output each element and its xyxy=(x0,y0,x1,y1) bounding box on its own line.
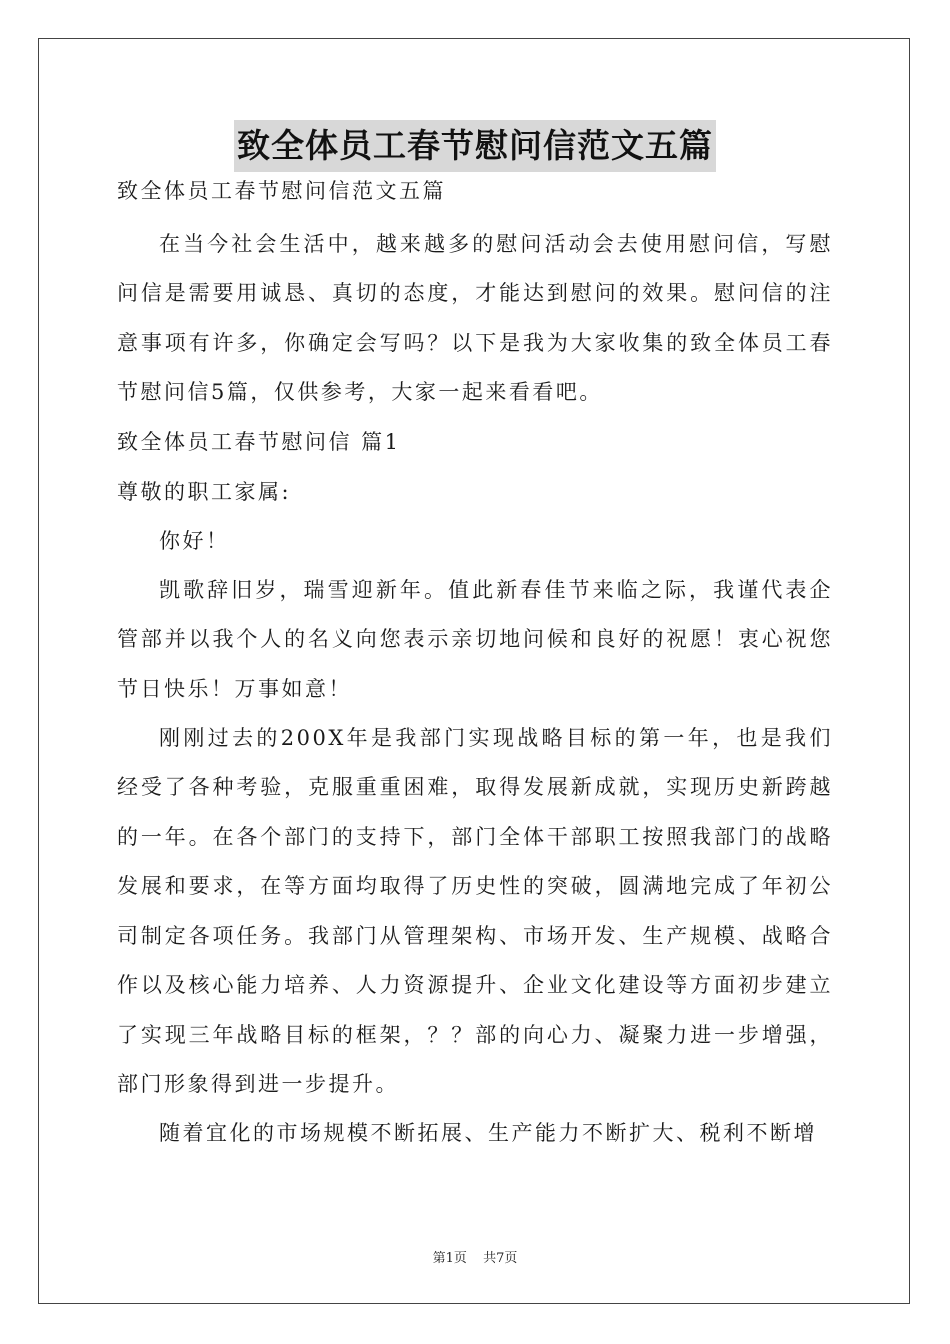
page-number: 第1页 xyxy=(432,1251,467,1266)
section-heading: 致全体员工春节慰问信 篇1 xyxy=(117,430,401,454)
page-total: 共7页 xyxy=(483,1251,518,1266)
body-paragraph: 凯歌辞旧岁，瑞雪迎新年。值此新春佳节来临之际，我谨代表企管部并以我个人的名义向您表示亲切地问候和良好的祝愿！衷心祝您节日快乐！万事如意！ xyxy=(117,577,833,701)
greeting: 你好！ xyxy=(159,529,230,553)
page-footer xyxy=(0,1247,950,1266)
body-paragraph: 随着宜化的市场规模不断拓展、生产能力不断扩大、税利不断增 xyxy=(159,1121,817,1145)
document-subtitle: 致全体员工春节慰问信范文五篇 xyxy=(117,179,446,203)
document-title: 致全体员工春节慰问信范文五篇 xyxy=(234,120,716,172)
salutation: 尊敬的职工家属: xyxy=(117,479,292,504)
document-body xyxy=(117,120,833,1168)
intro-paragraph: 在当今社会生活中，越来越多的慰问活动会去使用慰问信，写慰问信是需要用诚恳、真切的态度，才能达到慰问的效果。慰问信的注意事项有许多，你确定会写吗？以下是我为大家收集的致全体员工春节慰问信5篇，仅供参考，大家一起来看看吧。 xyxy=(117,231,833,404)
body-paragraph: 刚刚过去的200X年是我部门实现战略目标的第一年，也是我们经受了各种考验，克服重重困难，取得发展新成就，实现历史新跨越的一年。在各个部门的支持下，部门全体干部职工按照我部门的战略发展和要求，在等方面均取得了历史性的突破，圆满地完成了年初公司制定各项任务。我部门从管理架构、市场开发、生产规模、战略合作以及核心能力培养、人力资源提升、企业文化建设等方面初步建立了实现三年战略目标的框架，？？部的向心力、凝聚力进一步增强，部门形象得到进一步提升。 xyxy=(117,725,833,1096)
title-container xyxy=(117,120,833,172)
